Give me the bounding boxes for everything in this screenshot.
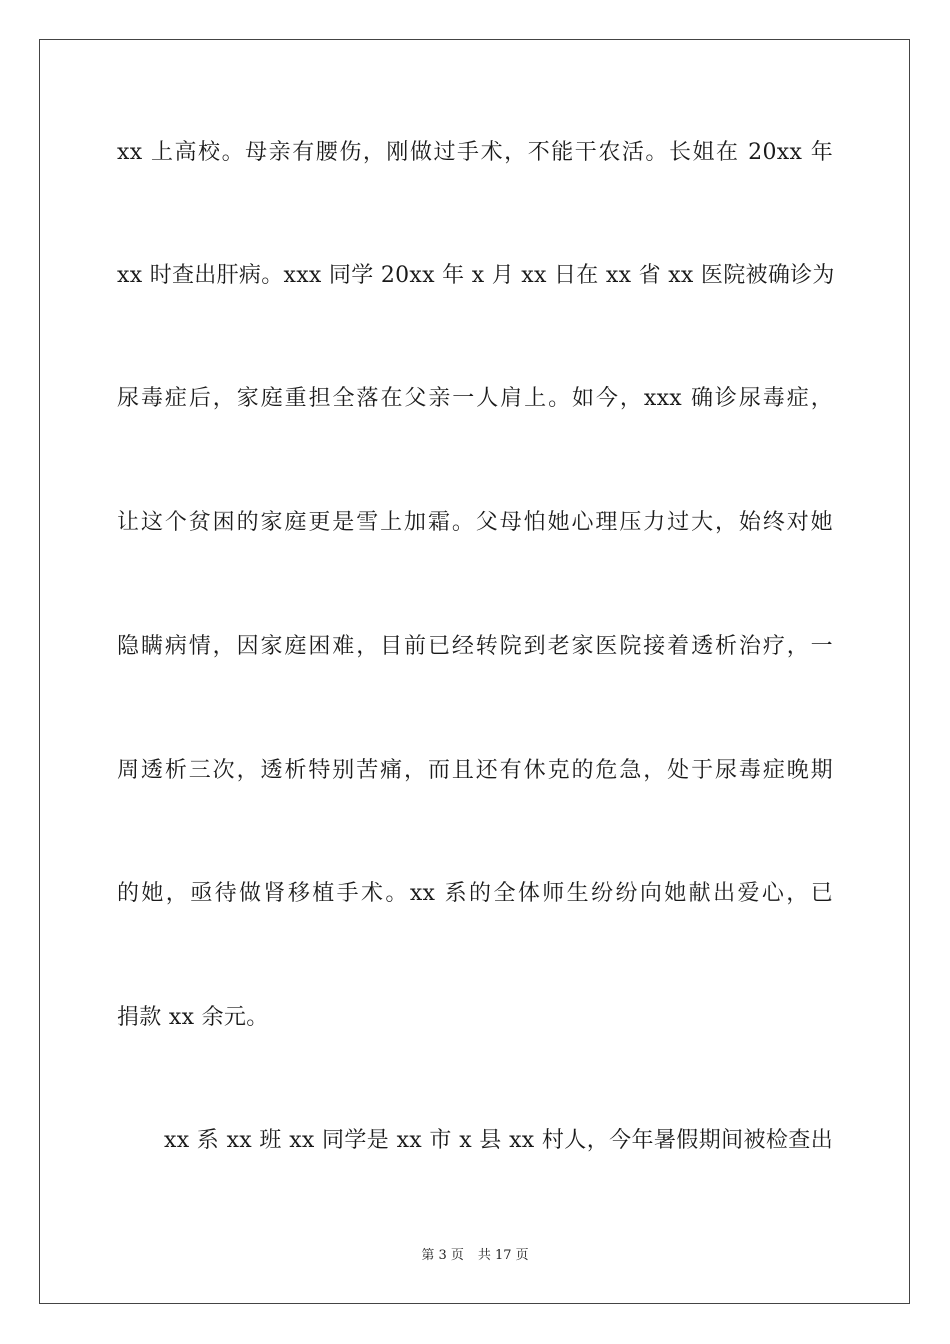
paragraph-first-line: xx 系 xx 班 xx 同学是 xx 市 x 县 xx 村人，今年暑假期间被检查出 — [164, 1128, 833, 1153]
text-line: 的她，亟待做肾移植手术。xx 系的全体师生纷纷向她献出爱心，已 — [117, 881, 833, 906]
page-total: 共 17 页 — [477, 1248, 529, 1263]
text-line: xx 上高校。母亲有腰伤，刚做过手术，不能干农活。长姐在 20xx 年 — [117, 140, 833, 165]
page-border — [39, 39, 910, 1304]
page-number: 第 3 页 — [421, 1248, 464, 1263]
text-line: 捐款 xx 余元。 — [117, 1005, 269, 1030]
text-line: 隐瞒病情，因家庭困难，目前已经转院到老家医院接着透析治疗，一 — [117, 634, 833, 659]
text-line: 让这个贫困的家庭更是雪上加霜。父母怕她心理压力过大，始终对她 — [117, 510, 833, 535]
text-line: 尿毒症后，家庭重担全落在父亲一人肩上。如今，xxx 确诊尿毒症， — [117, 386, 833, 411]
page-footer — [0, 1247, 950, 1265]
text-line: xx 时查出肝病。xxx 同学 20xx 年 x 月 xx 日在 xx 省 xx 医院被确诊为 — [117, 263, 835, 288]
text-line: 周透析三次，透析特别苦痛，而且还有休克的危急，处于尿毒症晚期 — [117, 758, 833, 783]
